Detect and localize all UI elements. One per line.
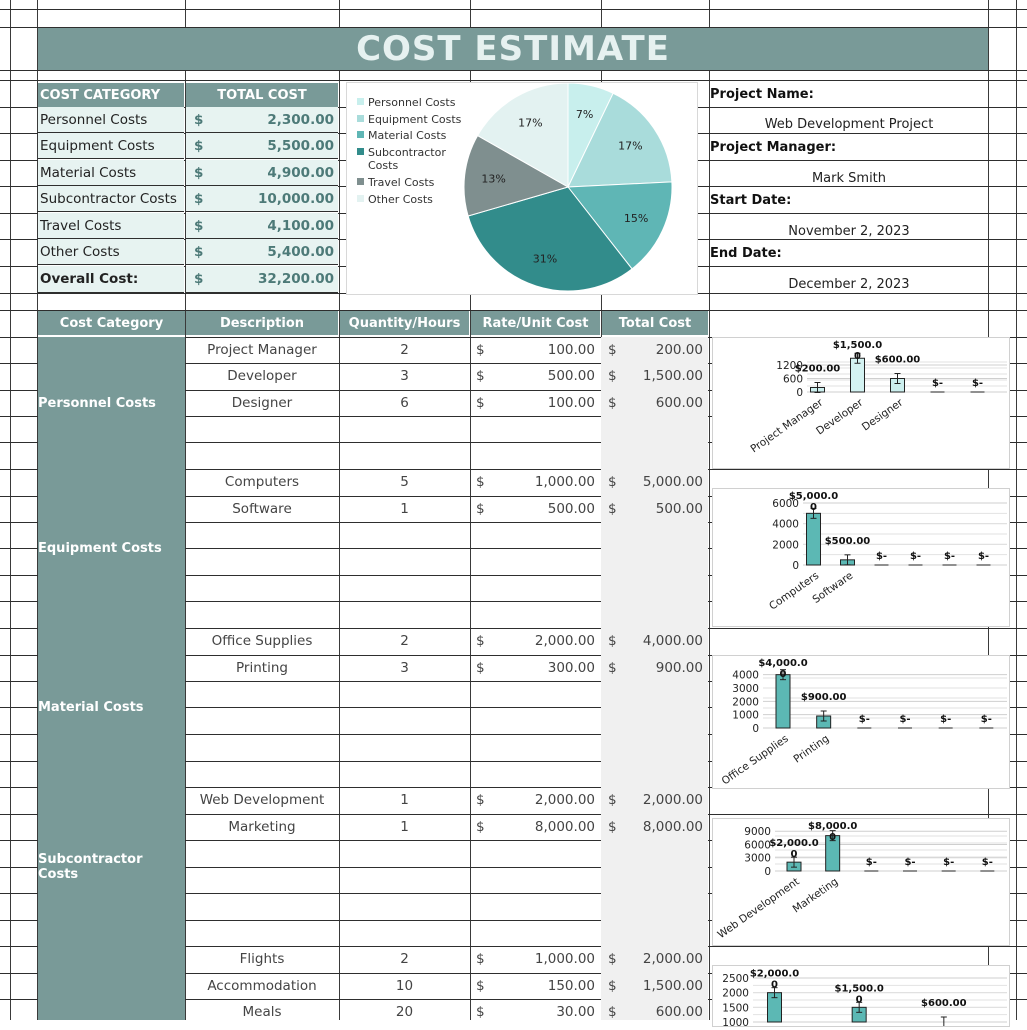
bar-data-label: $-: [943, 857, 955, 868]
item-description[interactable]: Flights: [239, 951, 285, 967]
section-category: [38, 946, 185, 1020]
bar-data-label: $1,500.0 0: [832, 340, 883, 362]
item-description[interactable]: Accommodation: [207, 978, 317, 994]
summary-row-value[interactable]: [186, 133, 338, 159]
summary-row-label: Travel Costs: [38, 213, 184, 239]
rate-value: 100.00: [547, 395, 595, 411]
summary-row-label: Other Costs: [38, 239, 184, 265]
bar-chart-svg: [713, 489, 1009, 626]
y-tick-label: 1000: [722, 1017, 749, 1026]
detail-header-rate: Rate/Unit Cost: [471, 311, 600, 335]
legend-swatch: [357, 131, 364, 138]
total-value: 900.00: [655, 660, 703, 676]
rate-value: 1,000.00: [534, 951, 595, 967]
item-rate[interactable]: [476, 390, 595, 416]
rate-value: 8,000.00: [534, 819, 595, 835]
item-quantity[interactable]: 6: [400, 395, 409, 411]
detail-header-category: Cost Category: [38, 311, 185, 335]
bar-data-label: $-: [940, 714, 952, 725]
currency-symbol: $: [194, 217, 204, 234]
summary-header-category: COST CATEGORY: [38, 83, 184, 107]
bar-chart[interactable]: [712, 965, 1010, 1027]
bar-chart-svg: [713, 338, 1009, 468]
currency-symbol: $: [608, 474, 617, 490]
bar-data-label: $-: [899, 714, 911, 725]
y-tick-label: 9000: [744, 826, 771, 839]
summary-row-label: Equipment Costs: [38, 133, 184, 159]
item-quantity[interactable]: 1: [400, 792, 409, 808]
item-total[interactable]: [608, 655, 703, 681]
bar-data-label: $-: [980, 714, 992, 725]
pie-chart-svg: [347, 83, 697, 294]
y-tick-label: 2000: [772, 539, 799, 552]
end-date-value[interactable]: December 2, 2023: [788, 277, 910, 292]
item-rate[interactable]: [476, 363, 595, 389]
item-description[interactable]: Web Development: [199, 792, 325, 808]
currency-symbol: $: [194, 271, 204, 287]
item-total[interactable]: [608, 337, 703, 363]
currency-symbol: $: [194, 111, 204, 128]
currency-symbol: $: [608, 395, 617, 411]
y-tick-label: 3000: [732, 683, 759, 695]
summary-row-value[interactable]: [186, 160, 338, 186]
currency-symbol: $: [194, 164, 204, 181]
item-quantity[interactable]: 3: [400, 368, 409, 384]
total-value: 2,000.00: [642, 792, 703, 808]
overall-amount: 32,200.00: [257, 271, 334, 287]
bar-chart[interactable]: [712, 655, 1010, 789]
y-tick-label: 2000: [732, 696, 759, 709]
item-description[interactable]: Office Supplies: [211, 633, 313, 649]
total-value: 500.00: [655, 501, 703, 517]
y-tick-label: 1000: [732, 709, 759, 722]
legend-label: Subcontractor Costs: [368, 146, 446, 172]
item-description[interactable]: Project Manager: [207, 342, 317, 358]
currency-symbol: $: [476, 342, 485, 358]
summary-amount: 4,900.00: [267, 164, 334, 181]
currency-symbol: $: [476, 660, 485, 676]
summary-amount: 5,500.00: [267, 137, 334, 154]
y-tick-label: 1500: [722, 1002, 749, 1015]
grid-row-line: [0, 70, 1027, 71]
item-rate[interactable]: [476, 469, 595, 495]
y-tick-label: 2500: [722, 973, 749, 985]
project-manager-value[interactable]: Mark Smith: [811, 171, 887, 186]
item-rate[interactable]: [476, 787, 595, 813]
item-quantity[interactable]: 2: [400, 342, 409, 358]
pie-percent-label: 17%: [618, 139, 643, 153]
x-tick-label: Office Supplies: [719, 732, 791, 788]
bar-data-label: $5,000.0 0: [788, 491, 839, 513]
x-tick-label: Computers: [767, 569, 822, 613]
bar-data-label: $200.00: [794, 363, 841, 375]
currency-symbol: $: [608, 951, 617, 967]
bar-data-label: $900.00: [800, 692, 847, 703]
currency-symbol: $: [476, 633, 485, 649]
item-quantity[interactable]: 10: [395, 978, 414, 994]
item-quantity[interactable]: 1: [400, 819, 409, 835]
item-description[interactable]: Computers: [224, 474, 300, 490]
total-value: 200.00: [655, 342, 703, 358]
legend-swatch: [357, 195, 364, 202]
currency-symbol: $: [608, 342, 617, 358]
legend-label: Other Costs: [368, 193, 433, 206]
detail-header-total: Total Cost: [602, 311, 708, 335]
overall-cost-value[interactable]: [186, 266, 338, 293]
item-rate[interactable]: [476, 973, 595, 999]
currency-symbol: $: [476, 368, 485, 384]
item-quantity[interactable]: 2: [400, 633, 409, 649]
section-category: Material Costs: [38, 628, 185, 787]
y-tick-label: 2000: [722, 987, 749, 1000]
item-total[interactable]: [608, 390, 703, 416]
y-tick-label: 4000: [732, 669, 759, 682]
pie-percent-label: 31%: [532, 252, 558, 266]
rate-value: 150.00: [547, 978, 595, 994]
y-tick-label: 4000: [772, 518, 799, 531]
total-value: 600.00: [655, 395, 703, 411]
y-tick-label: 0: [792, 560, 799, 572]
bar-data-label: $-: [931, 378, 944, 389]
summary-row-label: Personnel Costs: [38, 107, 184, 133]
currency-symbol: $: [608, 792, 617, 808]
total-value: 600.00: [655, 1004, 703, 1020]
y-tick-label: 3000: [744, 852, 771, 865]
rate-value: 2,000.00: [534, 792, 595, 808]
item-total[interactable]: [608, 946, 703, 972]
bar-data-label: $-: [858, 714, 870, 725]
y-tick-label: 600: [782, 373, 803, 386]
bar-data-label: $-: [977, 551, 990, 562]
pie-percent-label: 7%: [575, 107, 594, 121]
currency-symbol: $: [476, 395, 485, 411]
summary-header-total: TOTAL COST: [186, 83, 338, 107]
bar-chart[interactable]: [712, 818, 1010, 946]
item-description[interactable]: Meals: [242, 1004, 282, 1020]
bar-data-label: $-: [971, 378, 984, 389]
x-tick-label: Printing: [791, 732, 832, 766]
y-tick-label: 6000: [744, 839, 771, 852]
total-value: 8,000.00: [642, 819, 703, 835]
legend-label: Equipment Costs: [368, 113, 462, 126]
bar-data-label: $600.00: [874, 354, 921, 366]
total-value: 5,000.00: [642, 474, 703, 490]
total-value: 1,500.00: [642, 978, 703, 994]
summary-amount: 2,300.00: [267, 111, 334, 128]
pie-percent-label: 17%: [518, 116, 543, 130]
summary-amount: 5,400.00: [267, 243, 334, 260]
bar-data-label: $-: [909, 551, 922, 562]
currency-symbol: $: [194, 243, 204, 260]
item-quantity[interactable]: 5: [400, 474, 409, 490]
bar[interactable]: [807, 513, 821, 565]
item-description[interactable]: Marketing: [228, 819, 296, 835]
item-rate[interactable]: [476, 628, 595, 654]
bar-data-label: $-: [904, 857, 916, 868]
currency-symbol: $: [476, 501, 485, 517]
currency-symbol: $: [476, 1004, 485, 1020]
x-tick-label: Developer: [814, 396, 866, 438]
rate-value: 500.00: [547, 368, 595, 384]
item-quantity[interactable]: 2: [400, 951, 409, 967]
item-total[interactable]: [608, 469, 703, 495]
currency-symbol: $: [476, 792, 485, 808]
summary-row-label: Subcontractor Costs: [38, 186, 184, 212]
grid-row-line: [0, 80, 1027, 81]
bar[interactable]: [776, 675, 790, 728]
x-tick-label: Web Development: [715, 875, 802, 942]
rate-value: 100.00: [547, 342, 595, 358]
item-rate[interactable]: [476, 655, 595, 681]
summary-row-value[interactable]: [186, 107, 338, 133]
bar-chart[interactable]: [712, 337, 1010, 469]
detail-header-quantity: Quantity/Hours: [340, 311, 469, 335]
x-tick-label: Marketing: [790, 875, 841, 916]
bar-data-label: $600.00: [921, 998, 967, 1009]
bar-data-label: $-: [981, 857, 993, 868]
currency-symbol: $: [608, 1004, 617, 1020]
rate-value: 1,000.00: [534, 474, 595, 490]
project-name-label: Project Name:: [710, 87, 814, 102]
item-total[interactable]: [608, 973, 703, 999]
detail-header-description: Description: [186, 311, 338, 335]
currency-symbol: $: [476, 951, 485, 967]
start-date-value[interactable]: November 2, 2023: [788, 224, 910, 239]
bar-data-label: $8,000.0 0: [807, 821, 858, 843]
x-tick-label: Project Manager: [748, 396, 826, 456]
item-description[interactable]: Designer: [231, 395, 293, 411]
summary-row-value[interactable]: [186, 213, 338, 239]
y-tick-label: 0: [752, 723, 759, 735]
item-description[interactable]: Developer: [227, 368, 297, 384]
rate-value: 500.00: [547, 501, 595, 517]
currency-symbol: $: [194, 190, 204, 207]
bar-data-label: $-: [943, 551, 956, 562]
x-tick-label: Software: [810, 569, 856, 607]
currency-symbol: $: [608, 633, 617, 649]
item-rate[interactable]: [476, 496, 595, 522]
total-value: 4,000.00: [642, 633, 703, 649]
pie-percent-label: 13%: [481, 172, 506, 186]
rate-value: 2,000.00: [534, 633, 595, 649]
item-rate[interactable]: [476, 946, 595, 972]
item-rate[interactable]: [476, 999, 595, 1025]
pie-chart[interactable]: [346, 82, 698, 295]
overall-cost-label: Overall Cost:: [38, 266, 184, 293]
summary-row-label: Material Costs: [38, 160, 184, 186]
bar-data-label: $500.00: [824, 535, 871, 547]
currency-symbol: $: [608, 819, 617, 835]
legend-swatch: [357, 148, 364, 155]
bar-chart[interactable]: [712, 488, 1010, 627]
start-date-label: Start Date:: [710, 193, 792, 208]
item-quantity[interactable]: 3: [400, 660, 409, 676]
bar-data-label: $2,000.0 0: [769, 838, 819, 861]
title-banner: [38, 28, 988, 70]
legend-label: Material Costs: [368, 129, 447, 142]
item-total[interactable]: [608, 999, 703, 1025]
item-rate[interactable]: [476, 337, 595, 363]
bar-chart-svg: [713, 966, 1009, 1026]
currency-symbol: $: [476, 474, 485, 490]
y-tick-label: 0: [796, 387, 803, 399]
item-quantity[interactable]: 1: [400, 501, 409, 517]
currency-symbol: $: [608, 978, 617, 994]
currency-symbol: $: [476, 978, 485, 994]
summary-amount: 10,000.00: [257, 190, 334, 207]
legend-swatch: [357, 98, 364, 105]
legend-swatch: [357, 178, 364, 185]
currency-symbol: $: [608, 660, 617, 676]
pie-percent-label: 15%: [623, 212, 649, 226]
rate-value: 30.00: [556, 1004, 595, 1020]
item-total[interactable]: [608, 496, 703, 522]
item-total[interactable]: [608, 787, 703, 813]
item-total[interactable]: [608, 628, 703, 654]
bar-data-label: $-: [875, 551, 888, 562]
total-value: 1,500.00: [642, 368, 703, 384]
bar-data-label: $1,500.0 0: [834, 983, 884, 1006]
y-tick-label: 6000: [772, 498, 799, 510]
x-tick-label: Designer: [859, 396, 906, 434]
bar-data-label: $4,000.0 0: [758, 658, 808, 680]
summary-row-value[interactable]: [186, 239, 338, 265]
total-value: 2,000.00: [642, 951, 703, 967]
item-total[interactable]: [608, 814, 703, 840]
project-manager-label: Project Manager:: [710, 140, 837, 155]
bar-chart-svg: [713, 656, 1009, 788]
section-category: Equipment Costs: [38, 469, 185, 628]
item-rate[interactable]: [476, 814, 595, 840]
section-category: Personnel Costs: [38, 337, 185, 469]
grid-row-line: [0, 9, 1027, 10]
item-description[interactable]: Software: [232, 501, 292, 517]
section-category: Subcontractor Costs: [38, 787, 185, 946]
y-tick-label: 0: [764, 866, 771, 878]
legend-swatch: [357, 115, 364, 122]
item-quantity[interactable]: 20: [395, 1004, 414, 1020]
project-name-value[interactable]: Web Development Project: [764, 117, 934, 132]
currency-symbol: $: [608, 368, 617, 384]
page-title: COST ESTIMATE: [356, 29, 670, 69]
end-date-label: End Date:: [710, 246, 782, 261]
bar-chart-svg: [713, 819, 1009, 945]
item-total[interactable]: [608, 363, 703, 389]
item-description[interactable]: Printing: [236, 660, 288, 676]
legend-label: Travel Costs: [368, 176, 435, 189]
y-tick-label: 1200: [776, 360, 803, 372]
bar-data-label: $2,000.0 0: [749, 968, 800, 991]
summary-amount: 4,100.00: [267, 217, 334, 234]
currency-symbol: $: [608, 501, 617, 517]
currency-symbol: $: [194, 137, 204, 154]
currency-symbol: $: [476, 819, 485, 835]
bar-data-label: $-: [865, 857, 877, 868]
summary-row-value[interactable]: [186, 186, 338, 212]
legend-label: Personnel Costs: [368, 96, 456, 109]
rate-value: 300.00: [547, 660, 595, 676]
